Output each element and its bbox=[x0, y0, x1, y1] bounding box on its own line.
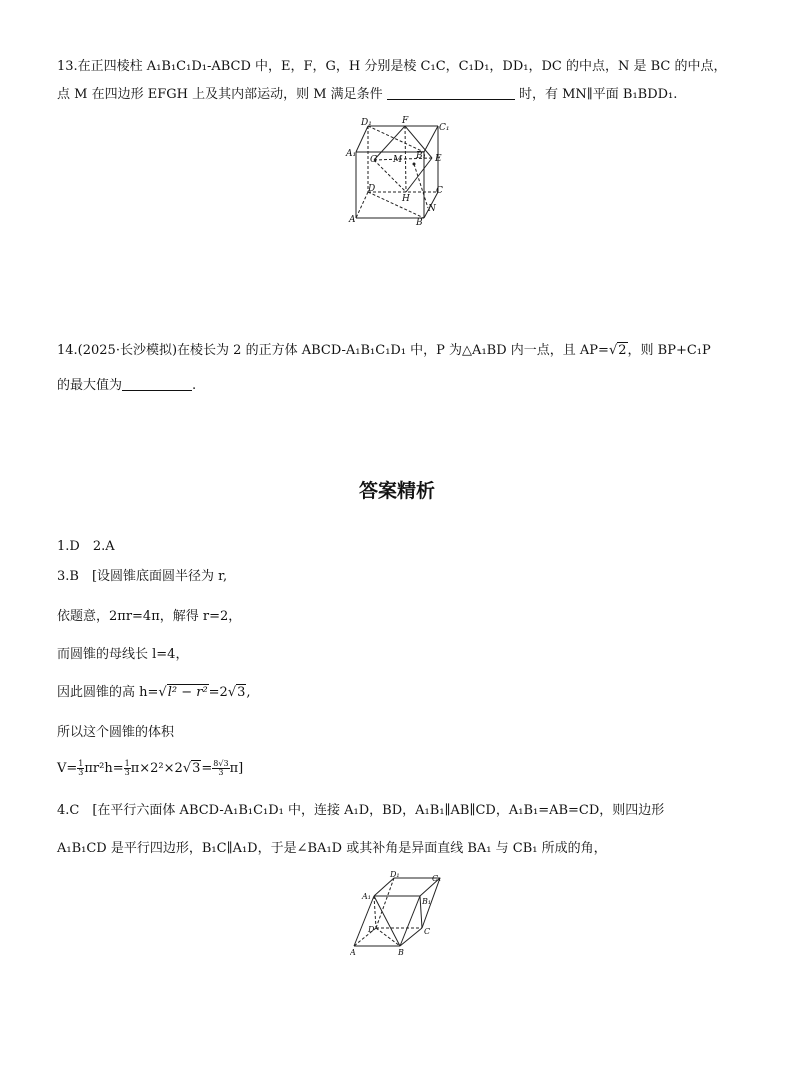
a3-v: V= bbox=[57, 761, 78, 776]
fig13-label-c: C bbox=[436, 186, 443, 196]
answer-3-volume: V= $\frac{1}{3}$ πr²h= $\frac{1}{3}$ π×2²×2√3= $\frac{8√3}{3}$ π] bbox=[57, 759, 244, 777]
answer-3-line4: 因此圆锥的高 h=√l² − r²=2√3, bbox=[57, 685, 251, 700]
a3-eq: = bbox=[201, 761, 213, 776]
q13-line2 bbox=[57, 86, 677, 104]
fig4-label-d1: D₁ bbox=[390, 870, 400, 879]
fig13-label-c1: C₁ bbox=[439, 123, 450, 133]
answer-3-line5: 所以这个圆锥的体积 bbox=[57, 725, 175, 740]
q14-line1-post: ，则 BP+C₁P bbox=[627, 343, 711, 358]
answer-3-line1: 3.B [设圆锥底面圆半径为 r, bbox=[57, 569, 228, 584]
q13-line1: 13.在正四棱柱 A₁B₁C₁D₁-ABCD 中，E，F，G，H 分别是棱 C₁C，C₁D₁，DD₁，DC 的中点，N 是 BC 的中点， bbox=[57, 59, 727, 74]
fig4-label-c: C bbox=[424, 927, 431, 936]
fig13-label-d: D bbox=[368, 184, 376, 194]
q14-answer-blank bbox=[122, 377, 192, 391]
a4-parallelepiped-figure bbox=[350, 870, 450, 960]
q13-line2-post: 时，有 MN∥平面 B₁BDD₁. bbox=[518, 87, 678, 102]
a3-height-radicand2: 3 bbox=[237, 685, 246, 700]
fig13-label-b: B bbox=[416, 218, 423, 228]
fig13-label-a1: A₁ bbox=[346, 149, 357, 159]
a3-height-mid: =2 bbox=[208, 685, 228, 700]
q13-answer-blank bbox=[387, 86, 515, 100]
q14-line2 bbox=[57, 377, 196, 395]
q14-line2-post: . bbox=[192, 378, 197, 393]
fig4-label-b1: B₁ bbox=[422, 897, 432, 906]
fig4-label-a1: A₁ bbox=[362, 892, 371, 901]
answer-4-line2: A₁B₁CD 是平行四边形，B₁C∥A₁D，于是∠BA₁D 或其补角是异面直线 BA₁ 与 CB₁ 所成的角， bbox=[57, 841, 607, 856]
a3-t2: π×2²×2 bbox=[130, 761, 183, 776]
a3-frac1: $\frac{1}{3}$ bbox=[78, 759, 84, 777]
fig13-label-n: N bbox=[428, 204, 436, 214]
fig4-label-d: D bbox=[368, 925, 375, 934]
fig13-label-b1: B₁ bbox=[416, 151, 427, 161]
q14-line1: 14.(2025·长沙模拟)在棱长为 2 的正方体 ABCD-A₁B₁C₁D₁ 中，P 为△A₁BD 内一点，且 AP=√2，则 BP+C₁P bbox=[57, 343, 711, 358]
fig13-label-g: G bbox=[370, 155, 378, 165]
a3-height-pre: 因此圆锥的高 h= bbox=[57, 685, 159, 700]
a3-height-post: , bbox=[246, 685, 251, 700]
q14-line1-pre: 14.(2025·长沙模拟)在棱长为 2 的正方体 ABCD-A₁B₁C₁D₁ 中，P 为△A₁BD 内一点，且 AP= bbox=[57, 343, 609, 358]
a3-sqrt: 3 bbox=[192, 761, 201, 776]
answer-4-line1: 4.C [在平行六面体 ABCD-A₁B₁C₁D₁ 中，连接 A₁D，BD，A₁B₁∥AB∥CD，A₁B₁=AB=CD，则四边形 bbox=[57, 803, 665, 818]
answer-3-line3: 而圆锥的母线长 l=4， bbox=[57, 647, 189, 662]
fig13-label-f: F bbox=[402, 116, 409, 126]
fig4-label-a: A bbox=[350, 948, 356, 957]
fig4-label-b: B bbox=[398, 948, 404, 957]
fig13-label-e: E bbox=[435, 154, 442, 164]
q13-line2-pre: 点 M 在四边形 EFGH 上及其内部运动，则 M 满足条件 bbox=[57, 87, 383, 102]
fig13-label-d1: D₁ bbox=[361, 118, 372, 128]
fig13-label-h: H bbox=[402, 194, 410, 204]
fig13-label-a: A bbox=[349, 215, 356, 225]
answer-1-2: 1.D 2.A bbox=[57, 539, 115, 554]
fig13-label-m: M bbox=[393, 155, 403, 165]
a3-t1: πr²h= bbox=[84, 761, 124, 776]
fig4-label-c1: C₁ bbox=[432, 874, 442, 883]
answers-title: 答案精析 bbox=[358, 480, 435, 502]
q14-sqrt: 2 bbox=[618, 343, 627, 358]
answer-3-line2: 依题意，2πr=4π，解得 r=2， bbox=[57, 609, 242, 624]
a3-height-radicand: l² − r² bbox=[167, 685, 208, 700]
q14-line2-pre: 的最大值为 bbox=[57, 378, 123, 393]
a3-t3: π] bbox=[229, 761, 244, 776]
a3-frac3: $\frac{8√3}{3}$ bbox=[213, 759, 229, 777]
q13-prism-figure bbox=[344, 112, 454, 230]
a3-frac2: $\frac{1}{3}$ bbox=[124, 759, 130, 777]
